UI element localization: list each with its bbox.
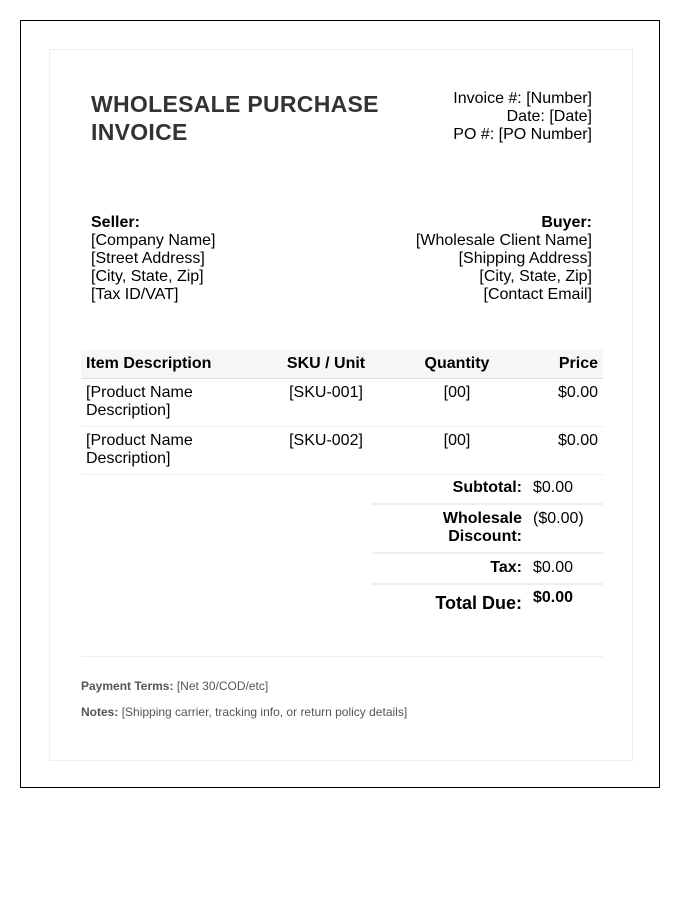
item-sku: [SKU-001]: [261, 379, 391, 427]
total-due-row: [372, 585, 603, 620]
item-price: $0.00: [523, 379, 603, 427]
buyer-line: [Wholesale Client Name]: [415, 232, 592, 249]
discount-value: ($0.00): [533, 510, 584, 527]
buyer-line: [Shipping Address]: [458, 250, 592, 267]
seller-heading: Seller:: [91, 214, 140, 231]
buyer-block: [352, 214, 592, 304]
header-item-description: Item Description: [81, 350, 261, 379]
subtotal-value: $0.00: [533, 479, 574, 496]
item-sku: [SKU-002]: [261, 427, 391, 475]
footer-divider: [81, 656, 603, 657]
notes-value: [Shipping carrier, tracking info, or return policy details]: [121, 705, 408, 719]
seller-block: [91, 214, 331, 304]
item-description: [Product Name Description]: [81, 427, 261, 475]
subtotal-row: [372, 473, 603, 505]
date-label: Date:: [506, 108, 545, 125]
invoice-meta: [452, 90, 592, 144]
table-header-row: [81, 350, 603, 379]
invoice-sheet: [49, 49, 633, 761]
header-quantity: Quantity: [391, 350, 523, 379]
seller-line: [Tax ID/VAT]: [91, 286, 179, 303]
invoice-number-value: [Number]: [526, 90, 592, 107]
buyer-line: [Contact Email]: [483, 286, 592, 303]
invoice-frame: [20, 20, 660, 788]
table-row: [81, 427, 603, 475]
date-value: [Date]: [549, 108, 592, 125]
subtotal-label: Subtotal:: [452, 479, 522, 496]
total-due-label: Total Due:: [435, 593, 522, 613]
discount-label: Wholesale Discount:: [442, 510, 522, 545]
table-row: [81, 379, 603, 427]
po-value: [PO Number]: [498, 126, 592, 143]
header-sku-unit: SKU / Unit: [261, 350, 391, 379]
item-description: [Product Name Description]: [81, 379, 261, 427]
invoice-title: WHOLESALE PURCHASE INVOICE: [91, 91, 379, 145]
notes-label: Notes:: [81, 705, 119, 719]
po-label: PO #:: [453, 126, 495, 143]
seller-line: [Street Address]: [91, 250, 205, 267]
seller-line: [City, State, Zip]: [91, 268, 204, 285]
tax-value: $0.00: [533, 559, 574, 576]
buyer-heading: Buyer:: [541, 214, 592, 231]
item-quantity: [00]: [391, 427, 523, 475]
tax-label: Tax:: [490, 559, 522, 576]
item-price: $0.00: [523, 427, 603, 475]
header-price: Price: [523, 350, 603, 379]
discount-row: [372, 505, 603, 554]
invoice-number-label: Invoice #:: [453, 90, 522, 107]
payment-terms: [81, 679, 603, 693]
payment-terms-label: Payment Terms:: [81, 679, 174, 693]
item-quantity: [00]: [391, 379, 523, 427]
total-due-value: $0.00: [533, 589, 574, 606]
notes: [81, 705, 603, 719]
seller-line: [Company Name]: [91, 232, 216, 249]
items-table: [81, 350, 603, 475]
tax-row: [372, 554, 603, 585]
totals-block: [372, 473, 603, 620]
buyer-line: [City, State, Zip]: [479, 268, 592, 285]
payment-terms-value: [Net 30/COD/etc]: [176, 679, 269, 693]
